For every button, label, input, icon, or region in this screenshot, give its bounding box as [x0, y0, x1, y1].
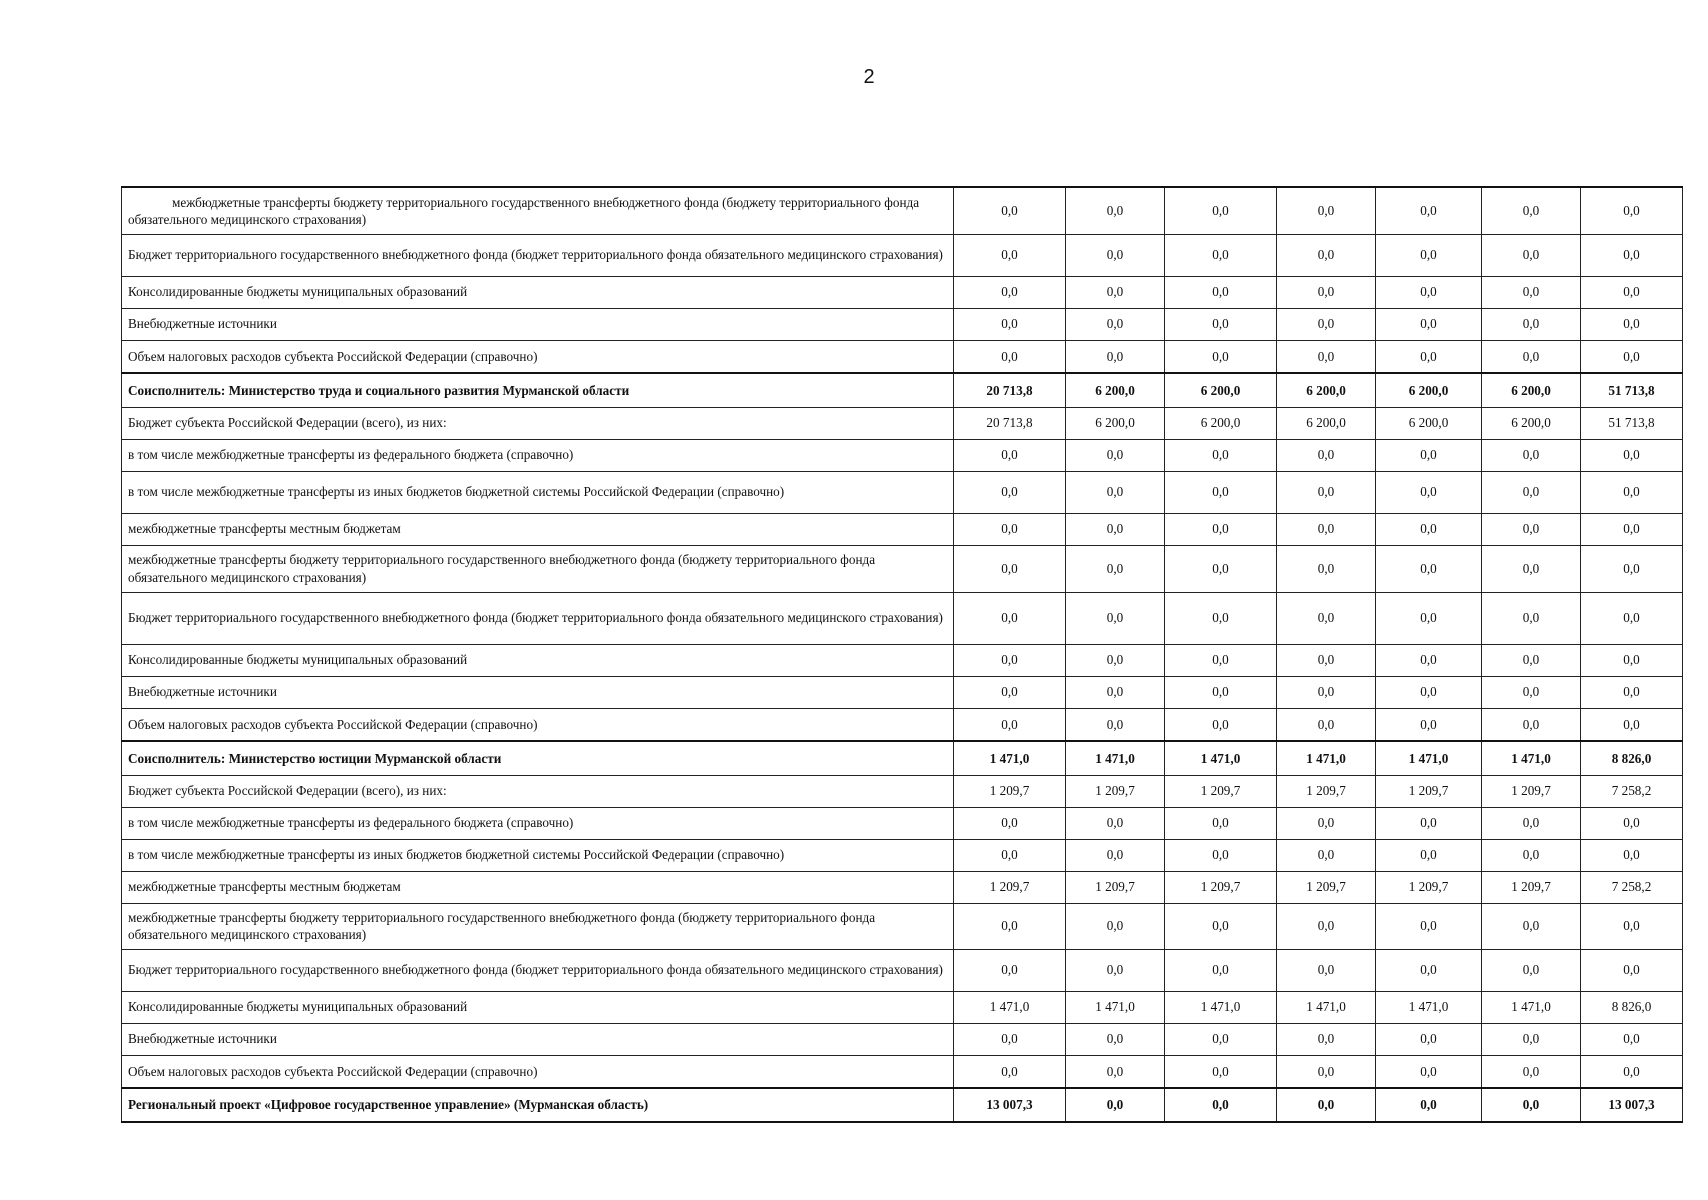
row-value: 0,0 [1066, 471, 1165, 513]
row-value: 0,0 [1066, 592, 1165, 644]
row-value: 0,0 [1066, 949, 1165, 991]
row-value: 0,0 [1277, 439, 1376, 471]
row-label: Соисполнитель: Министерство труда и социального развития Мурманской области [122, 373, 954, 407]
row-value: 0,0 [1165, 839, 1277, 871]
row-value: 0,0 [1165, 471, 1277, 513]
row-value: 0,0 [1165, 513, 1277, 545]
row-value: 0,0 [1066, 1088, 1165, 1122]
row-value: 0,0 [1277, 340, 1376, 373]
row-value: 6 200,0 [1482, 407, 1581, 439]
row-value: 0,0 [1376, 903, 1482, 949]
row-value: 0,0 [954, 1055, 1066, 1088]
row-value: 1 471,0 [954, 991, 1066, 1023]
row-total-value: 0,0 [1581, 545, 1683, 592]
row-total-value: 0,0 [1581, 592, 1683, 644]
row-total-value: 0,0 [1581, 187, 1683, 234]
row-value: 0,0 [1482, 807, 1581, 839]
row-value: 0,0 [1165, 340, 1277, 373]
row-value: 0,0 [1066, 708, 1165, 741]
row-value: 1 471,0 [1376, 741, 1482, 775]
row-value: 1 209,7 [1482, 775, 1581, 807]
row-value: 0,0 [1277, 1055, 1376, 1088]
row-value: 0,0 [1482, 592, 1581, 644]
row-total-value: 0,0 [1581, 308, 1683, 340]
row-total-value: 13 007,3 [1581, 1088, 1683, 1122]
row-value: 0,0 [1376, 276, 1482, 308]
row-value: 1 209,7 [954, 871, 1066, 903]
row-total-value: 0,0 [1581, 903, 1683, 949]
table-row [122, 807, 1683, 839]
row-value: 0,0 [1165, 592, 1277, 644]
row-value: 0,0 [954, 234, 1066, 276]
table-row [122, 871, 1683, 903]
row-value: 0,0 [1482, 187, 1581, 234]
row-total-value: 0,0 [1581, 708, 1683, 741]
row-value: 0,0 [1165, 439, 1277, 471]
row-value: 1 471,0 [1482, 991, 1581, 1023]
row-value: 1 209,7 [1376, 775, 1482, 807]
row-value: 0,0 [1277, 471, 1376, 513]
row-value: 0,0 [1482, 949, 1581, 991]
row-value: 0,0 [1482, 1023, 1581, 1055]
row-label: в том числе межбюджетные трансферты из федерального бюджета (справочно) [122, 439, 954, 471]
row-value: 0,0 [1376, 676, 1482, 708]
row-value: 0,0 [1066, 903, 1165, 949]
row-value: 0,0 [1482, 439, 1581, 471]
row-value: 6 200,0 [1482, 373, 1581, 407]
row-total-value: 0,0 [1581, 276, 1683, 308]
table-body [122, 187, 1683, 1122]
table-row [122, 513, 1683, 545]
row-value: 0,0 [1066, 439, 1165, 471]
row-value: 0,0 [1277, 807, 1376, 839]
row-value: 6 200,0 [1277, 407, 1376, 439]
row-value: 0,0 [1277, 949, 1376, 991]
row-value: 0,0 [1066, 1055, 1165, 1088]
row-label: межбюджетные трансферты бюджету территориального государственного внебюджетного фонда (бюджету территориального фонда обязательного медицинского страхования) [122, 187, 954, 234]
row-value: 0,0 [1277, 276, 1376, 308]
row-value: 0,0 [1482, 545, 1581, 592]
row-value: 1 471,0 [1482, 741, 1581, 775]
row-value: 1 209,7 [1376, 871, 1482, 903]
row-total-value: 0,0 [1581, 1055, 1683, 1088]
row-value: 0,0 [1165, 708, 1277, 741]
row-label: межбюджетные трансферты бюджету территориального государственного внебюджетного фонда (бюджету территориального фонда обязательного медицинского страхования) [122, 903, 954, 949]
row-value: 0,0 [954, 276, 1066, 308]
row-value: 0,0 [1376, 439, 1482, 471]
page-number: 2 [863, 66, 875, 88]
row-value: 0,0 [1482, 513, 1581, 545]
row-value: 6 200,0 [1277, 373, 1376, 407]
row-value: 1 471,0 [1277, 741, 1376, 775]
row-value: 0,0 [1277, 708, 1376, 741]
row-value: 0,0 [1482, 676, 1581, 708]
row-value: 0,0 [1165, 234, 1277, 276]
row-label: Консолидированные бюджеты муниципальных образований [122, 276, 954, 308]
table-row [122, 234, 1683, 276]
row-value: 0,0 [1165, 644, 1277, 676]
row-value: 0,0 [1482, 839, 1581, 871]
row-label: Внебюджетные источники [122, 308, 954, 340]
row-value: 0,0 [1165, 308, 1277, 340]
row-label: Внебюджетные источники [122, 676, 954, 708]
row-label: Бюджет территориального государственного внебюджетного фонда (бюджет территориального фонда обязательного медицинского страхования) [122, 949, 954, 991]
row-value: 0,0 [1165, 187, 1277, 234]
row-value: 0,0 [954, 439, 1066, 471]
table-row [122, 949, 1683, 991]
row-value: 1 209,7 [1066, 871, 1165, 903]
row-label: Региональный проект «Цифровое государственное управление» (Мурманская область) [122, 1088, 954, 1122]
row-value: 0,0 [1376, 708, 1482, 741]
row-value: 20 713,8 [954, 407, 1066, 439]
row-value: 0,0 [954, 340, 1066, 373]
row-value: 0,0 [1165, 949, 1277, 991]
row-value: 0,0 [1066, 513, 1165, 545]
row-value: 0,0 [1376, 187, 1482, 234]
row-value: 0,0 [954, 592, 1066, 644]
row-value: 0,0 [1482, 308, 1581, 340]
row-total-value: 0,0 [1581, 839, 1683, 871]
row-total-value: 0,0 [1581, 234, 1683, 276]
row-label: Соисполнитель: Министерство юстиции Мурманской области [122, 741, 954, 775]
budget-table [121, 186, 1683, 1123]
row-value: 0,0 [954, 903, 1066, 949]
row-value: 0,0 [1277, 513, 1376, 545]
table-row [122, 1055, 1683, 1088]
table-row [122, 1023, 1683, 1055]
table-row [122, 187, 1683, 234]
table-row [122, 676, 1683, 708]
row-label: Объем налоговых расходов субъекта Российской Федерации (справочно) [122, 1055, 954, 1088]
row-value: 0,0 [1277, 903, 1376, 949]
row-value: 0,0 [954, 545, 1066, 592]
row-value: 0,0 [1165, 1088, 1277, 1122]
row-total-value: 0,0 [1581, 807, 1683, 839]
row-value: 0,0 [1066, 234, 1165, 276]
row-value: 1 209,7 [1066, 775, 1165, 807]
row-value: 1 209,7 [1165, 871, 1277, 903]
row-total-value: 0,0 [1581, 676, 1683, 708]
row-value: 0,0 [1165, 276, 1277, 308]
row-total-value: 0,0 [1581, 439, 1683, 471]
row-value: 0,0 [954, 513, 1066, 545]
row-value: 0,0 [1482, 276, 1581, 308]
row-value: 0,0 [1376, 545, 1482, 592]
row-value: 0,0 [1277, 1023, 1376, 1055]
row-total-value: 0,0 [1581, 513, 1683, 545]
row-value: 0,0 [1376, 807, 1482, 839]
table-row [122, 407, 1683, 439]
row-value: 1 209,7 [954, 775, 1066, 807]
row-value: 0,0 [1482, 234, 1581, 276]
row-value: 0,0 [1165, 545, 1277, 592]
table-row [122, 775, 1683, 807]
row-value: 0,0 [1066, 340, 1165, 373]
row-value: 0,0 [1376, 592, 1482, 644]
table-row [122, 991, 1683, 1023]
row-value: 0,0 [1277, 676, 1376, 708]
table-row [122, 439, 1683, 471]
row-value: 1 471,0 [1165, 741, 1277, 775]
row-value: 0,0 [1376, 340, 1482, 373]
row-value: 1 209,7 [1165, 775, 1277, 807]
row-value: 0,0 [1376, 1088, 1482, 1122]
row-value: 0,0 [1482, 708, 1581, 741]
row-value: 1 471,0 [1066, 991, 1165, 1023]
table-row [122, 903, 1683, 949]
row-value: 0,0 [1482, 644, 1581, 676]
row-total-value: 8 826,0 [1581, 741, 1683, 775]
row-label: в том числе межбюджетные трансферты из федерального бюджета (справочно) [122, 807, 954, 839]
row-label: Объем налоговых расходов субъекта Российской Федерации (справочно) [122, 340, 954, 373]
table-row-section [122, 1088, 1683, 1122]
row-value: 0,0 [1482, 1055, 1581, 1088]
row-value: 0,0 [954, 644, 1066, 676]
row-value: 0,0 [1066, 276, 1165, 308]
row-total-value: 0,0 [1581, 1023, 1683, 1055]
row-value: 0,0 [954, 708, 1066, 741]
row-value: 0,0 [1066, 308, 1165, 340]
row-value: 0,0 [1066, 1023, 1165, 1055]
row-value: 0,0 [954, 807, 1066, 839]
row-label: Бюджет субъекта Российской Федерации (всего), из них: [122, 775, 954, 807]
table-row [122, 276, 1683, 308]
row-total-value: 8 826,0 [1581, 991, 1683, 1023]
row-label: межбюджетные трансферты местным бюджетам [122, 513, 954, 545]
row-value: 1 471,0 [1376, 991, 1482, 1023]
row-value: 0,0 [1376, 308, 1482, 340]
row-value: 0,0 [1066, 187, 1165, 234]
row-label: Консолидированные бюджеты муниципальных образований [122, 991, 954, 1023]
row-total-value: 51 713,8 [1581, 373, 1683, 407]
table-row [122, 644, 1683, 676]
row-value: 0,0 [1376, 644, 1482, 676]
row-value: 0,0 [1376, 234, 1482, 276]
row-value: 0,0 [954, 676, 1066, 708]
row-value: 1 209,7 [1277, 871, 1376, 903]
table-row [122, 340, 1683, 373]
row-value: 0,0 [1482, 1088, 1581, 1122]
row-total-value: 0,0 [1581, 644, 1683, 676]
row-value: 0,0 [1277, 234, 1376, 276]
row-value: 0,0 [1165, 1055, 1277, 1088]
row-label: в том числе межбюджетные трансферты из иных бюджетов бюджетной системы Российской Федерации (справочно) [122, 839, 954, 871]
row-value: 0,0 [954, 308, 1066, 340]
row-value: 6 200,0 [1165, 373, 1277, 407]
row-value: 0,0 [1376, 839, 1482, 871]
row-value: 13 007,3 [954, 1088, 1066, 1122]
row-total-value: 7 258,2 [1581, 775, 1683, 807]
row-value: 1 209,7 [1277, 775, 1376, 807]
row-value: 6 200,0 [1066, 373, 1165, 407]
row-value: 0,0 [1376, 471, 1482, 513]
row-label: межбюджетные трансферты бюджету территориального государственного внебюджетного фонда (бюджету территориального фонда обязательного медицинского страхования) [122, 545, 954, 592]
row-value: 0,0 [1277, 644, 1376, 676]
row-value: 0,0 [1066, 644, 1165, 676]
row-value: 0,0 [1066, 545, 1165, 592]
row-value: 0,0 [1165, 1023, 1277, 1055]
row-value: 0,0 [1066, 807, 1165, 839]
table-row [122, 471, 1683, 513]
row-value: 0,0 [1376, 1023, 1482, 1055]
row-label: Консолидированные бюджеты муниципальных образований [122, 644, 954, 676]
table-row [122, 308, 1683, 340]
row-label: в том числе межбюджетные трансферты из иных бюджетов бюджетной системы Российской Федерации (справочно) [122, 471, 954, 513]
table-row [122, 545, 1683, 592]
row-total-value: 7 258,2 [1581, 871, 1683, 903]
row-value: 0,0 [1165, 903, 1277, 949]
row-total-value: 0,0 [1581, 471, 1683, 513]
row-value: 20 713,8 [954, 373, 1066, 407]
row-value: 0,0 [954, 839, 1066, 871]
row-value: 0,0 [954, 1023, 1066, 1055]
row-value: 6 200,0 [1066, 407, 1165, 439]
row-value: 0,0 [1066, 839, 1165, 871]
table-row [122, 592, 1683, 644]
row-value: 1 471,0 [1277, 991, 1376, 1023]
row-label: межбюджетные трансферты местным бюджетам [122, 871, 954, 903]
row-value: 0,0 [1277, 592, 1376, 644]
row-label: Внебюджетные источники [122, 1023, 954, 1055]
row-value: 1 209,7 [1482, 871, 1581, 903]
row-value: 0,0 [1277, 839, 1376, 871]
row-label: Бюджет территориального государственного внебюджетного фонда (бюджет территориального фонда обязательного медицинского страхования) [122, 234, 954, 276]
row-value: 0,0 [1277, 1088, 1376, 1122]
row-value: 0,0 [954, 949, 1066, 991]
row-value: 1 471,0 [1066, 741, 1165, 775]
row-value: 0,0 [954, 471, 1066, 513]
row-value: 0,0 [1376, 513, 1482, 545]
row-total-value: 0,0 [1581, 949, 1683, 991]
row-total-value: 0,0 [1581, 340, 1683, 373]
row-label: Бюджет территориального государственного внебюджетного фонда (бюджет территориального фонда обязательного медицинского страхования) [122, 592, 954, 644]
table-row [122, 708, 1683, 741]
row-value: 0,0 [954, 187, 1066, 234]
row-value: 0,0 [1482, 471, 1581, 513]
row-value: 0,0 [1376, 1055, 1482, 1088]
row-value: 1 471,0 [1165, 991, 1277, 1023]
row-value: 0,0 [1482, 903, 1581, 949]
row-value: 0,0 [1066, 676, 1165, 708]
row-value: 0,0 [1165, 676, 1277, 708]
row-value: 0,0 [1277, 308, 1376, 340]
row-value: 1 471,0 [954, 741, 1066, 775]
row-label: Бюджет субъекта Российской Федерации (всего), из них: [122, 407, 954, 439]
row-label: Объем налоговых расходов субъекта Российской Федерации (справочно) [122, 708, 954, 741]
row-value: 6 200,0 [1165, 407, 1277, 439]
row-value: 0,0 [1165, 807, 1277, 839]
row-value: 6 200,0 [1376, 407, 1482, 439]
table-row-section [122, 373, 1683, 407]
row-value: 0,0 [1376, 949, 1482, 991]
row-total-value: 51 713,8 [1581, 407, 1683, 439]
row-value: 6 200,0 [1376, 373, 1482, 407]
row-value: 0,0 [1277, 187, 1376, 234]
table-row [122, 839, 1683, 871]
row-value: 0,0 [1277, 545, 1376, 592]
table-row-section [122, 741, 1683, 775]
row-value: 0,0 [1482, 340, 1581, 373]
